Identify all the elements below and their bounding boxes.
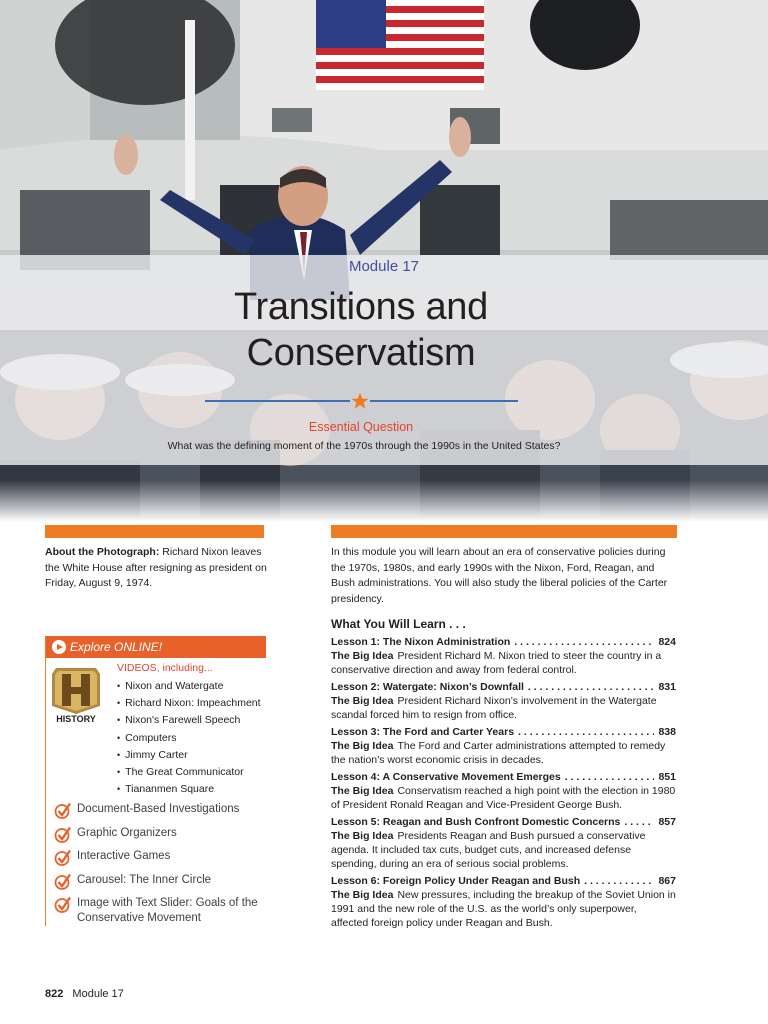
resource-label: Interactive Games [77, 850, 171, 862]
lesson-entry[interactable] [331, 635, 676, 677]
flag-graphic [316, 0, 484, 90]
lesson-page: 867 [658, 875, 676, 887]
big-idea-label: The Big Idea [331, 830, 394, 842]
svg-text:HISTORY: HISTORY [56, 714, 96, 724]
star-icon [351, 392, 369, 410]
module-intro: In this module you will learn about an era of conservative policies during the 1970s, 1980s, and early 1990s with the Nixon, Ford, Reagan, and Bush administrations. You will also study the liberal policies of the Carter presidency. [331, 546, 668, 605]
video-item[interactable]: • Computers [117, 730, 261, 747]
module-title-line2: Conservatism [246, 332, 476, 374]
video-item[interactable]: • Tiananmen Square [117, 781, 261, 798]
photo-caption-label: About the Photograph: [45, 546, 160, 558]
resource-item[interactable] [54, 896, 269, 926]
checkmark-icon [54, 896, 72, 913]
lesson-big-idea: New pressures, including the breakup of the Soviet Union in 1991 and the new role of the U.S. as the world’s only superpower, affected foreign policy under Reagan and Bush. [331, 889, 676, 929]
resource-item[interactable] [54, 802, 269, 817]
lesson-entry[interactable] [331, 815, 676, 871]
page-footer [45, 988, 124, 1000]
leader-dots [514, 635, 654, 649]
lesson-title: Lesson 2: Watergate: Nixon’s Downfall [331, 681, 524, 693]
leader-dots [624, 815, 654, 829]
lesson-big-idea: The Ford and Carter administrations attempted to remedy the nation’s worst economic crisis in decades. [331, 740, 666, 766]
what-you-will-learn-title: What You Will Learn . . . [331, 617, 466, 631]
left-column-bar [45, 525, 264, 538]
checkmark-icon [54, 802, 72, 819]
big-idea-label: The Big Idea [331, 740, 394, 752]
explore-online-header[interactable] [46, 636, 266, 658]
checkmark-icon [54, 826, 72, 843]
leader-dots [584, 874, 654, 888]
page-number: 822 [45, 988, 64, 1000]
resource-label: Graphic Organizers [77, 826, 177, 839]
big-idea-label: The Big Idea [331, 650, 394, 662]
photo-caption [45, 545, 270, 592]
lesson-entry[interactable] [331, 770, 676, 812]
resource-item[interactable] [54, 849, 269, 864]
lesson-entry[interactable] [331, 874, 676, 930]
big-idea-label: The Big Idea [331, 785, 394, 797]
big-idea-label: The Big Idea [331, 889, 394, 901]
lesson-title: Lesson 6: Foreign Policy Under Reagan and Bush [331, 875, 581, 887]
leader-dots [565, 770, 655, 784]
checkmark-icon [54, 849, 72, 866]
leader-dots [528, 680, 655, 694]
video-item[interactable]: • Nixon's Farewell Speech [117, 712, 261, 729]
resource-label: Image with Text Slider: Goals of the Conservative Movement [77, 897, 258, 924]
video-item[interactable]: • Nixon and Watergate [117, 678, 261, 695]
resource-label: Document-Based Investigations [77, 803, 240, 815]
lesson-title: Lesson 5: Reagan and Bush Confront Domestic Concerns [331, 816, 621, 828]
essential-question-text: What was the defining moment of the 1970s through the 1990s in the United States? [167, 440, 561, 452]
video-item[interactable]: • The Great Communicator [117, 764, 261, 781]
photo-caption-text: Richard Nixon leaves the White House after resigning as president on Friday, August 9, 1974. [45, 546, 267, 589]
lesson-entry[interactable] [331, 725, 676, 767]
title-rule-left [205, 400, 350, 402]
resource-item[interactable] [54, 873, 269, 888]
leader-dots [518, 725, 654, 739]
lesson-title: Lesson 3: The Ford and Carter Years [331, 726, 515, 738]
explore-online-label: Explore ONLINE! [70, 640, 163, 654]
checkmark-icon [54, 873, 72, 890]
explore-online-panel [45, 636, 265, 926]
resource-list [54, 802, 269, 935]
lesson-page: 851 [658, 771, 676, 783]
lesson-page: 831 [658, 681, 676, 693]
footer-module: Module 17 [72, 988, 124, 1000]
resource-item[interactable] [54, 826, 269, 841]
module-title [0, 284, 722, 376]
videos-title: VIDEOS, including... [117, 662, 213, 674]
video-list [117, 678, 261, 798]
lesson-title: Lesson 4: A Conservative Movement Emerges [331, 771, 561, 783]
essential-question-label: Essential Question [308, 420, 414, 434]
play-icon [52, 640, 66, 654]
video-item[interactable]: • Richard Nixon: Impeachment [117, 695, 261, 712]
big-idea-label: The Big Idea [331, 695, 394, 707]
title-rule-right [370, 400, 518, 402]
lesson-page: 857 [658, 816, 676, 828]
lesson-list [331, 635, 676, 933]
lesson-big-idea: Conservatism reached a high point with the election in 1980 of President Ronald Reagan and Vice-President George Bush. [331, 785, 676, 811]
lesson-big-idea: President Richard M. Nixon tried to steer the country in a conservative direction and away from federal control. [331, 650, 662, 676]
lesson-page: 838 [658, 726, 676, 738]
lesson-title: Lesson 1: The Nixon Administration [331, 636, 511, 648]
lesson-page: 824 [658, 636, 676, 648]
right-column-bar [331, 525, 677, 538]
module-title-line1: Transitions and [234, 286, 488, 328]
video-item[interactable]: • Jimmy Carter [117, 747, 261, 764]
lesson-entry[interactable] [331, 680, 676, 722]
resource-label: Carousel: The Inner Circle [77, 873, 212, 886]
lesson-big-idea: President Richard Nixon’s involvement in the Watergate scandal forced him to resign from office. [331, 695, 657, 721]
lesson-big-idea: Presidents Reagan and Bush pursued a conservative agenda. It included tax cuts, budget cuts, and increased defense spending, during an era of serious social problems. [331, 830, 646, 870]
module-label: Module 17 [348, 258, 420, 275]
history-channel-logo-icon [50, 666, 102, 724]
